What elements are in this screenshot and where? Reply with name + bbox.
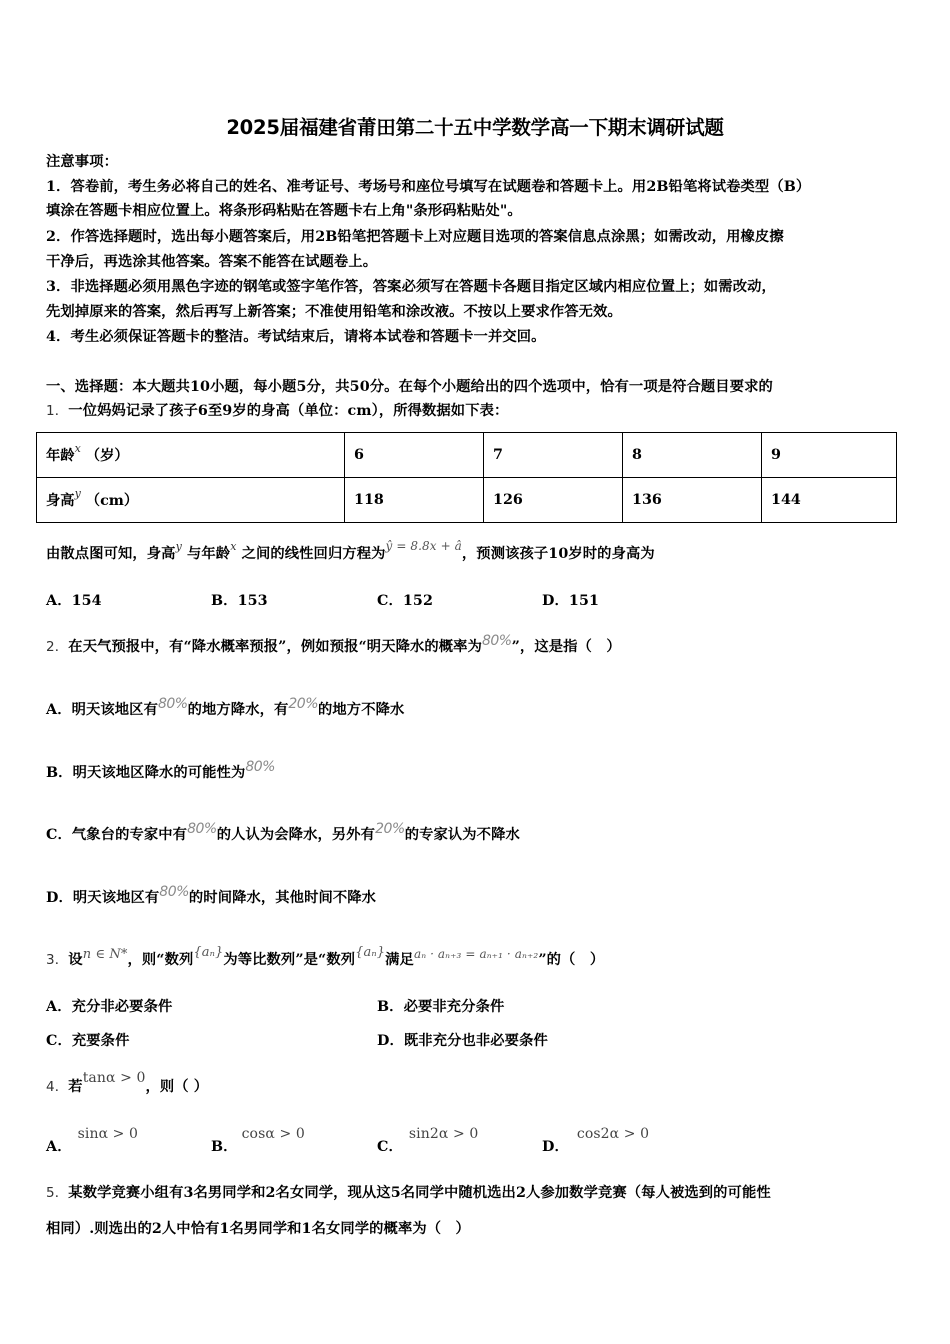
table-cell: 年龄$^x$ （岁） [37,433,345,478]
notice-line: 3．非选择题必须用黑色字迹的钢笔或签字笔作答，答案必须写在答题卡各题目指定区域内相应位置上；如需改动， [46,279,776,295]
option-c[interactable]: C．气象台的专家中有80%的人认为会降水，另外有20%的专家认为不降水 [46,821,520,843]
question-4-stem: 4．若tanα > 0，则（ ） [46,1070,209,1095]
notice-line: 干净后，再选涂其他答案。答案不能答在试题卷上。 [46,254,378,270]
notice-line: 4．考生必须保证答题卡的整洁。考试结束后，请将本试卷和答题卡一并交回。 [46,329,546,345]
notice-line: 先划掉原来的答案，然后再写上新答案；不准使用铅笔和涂改液。不按以上要求作答无效。 [46,304,622,320]
option-d[interactable]: D．既非充分也非必要条件 [377,1033,548,1049]
table-cell: 8 [623,433,762,478]
option-c[interactable]: C．152 [377,593,434,609]
option-c[interactable]: C．sin2α > 0 [377,1126,479,1155]
option-d[interactable]: D．151 [542,593,600,609]
table-row [37,478,897,523]
table-cell: 118 [345,478,484,523]
question-number: 1． [46,403,69,419]
notice-line: 填涂在答题卡相应位置上。将条形码粘贴在答题卡右上角"条形码粘贴处"。 [46,203,522,219]
table-cell: 126 [484,478,623,523]
question-3-stem: 3．设n ∈ N*，则“数列{aₙ}为等比数列”是“数列{aₙ}满足$^{a_n \cdot a_{n+3} = a_{n+1} \cdot a_{n+2}}$”的（ ） [46,945,605,968]
table-cell: 7 [484,433,623,478]
table-cell: 9 [762,433,897,478]
question-1-stem [46,401,508,421]
question-1-followup: 由散点图可知，身高$^y$ 与年龄$^x$ 之间的线性回归方程为$^{ŷ = 8.8x + â}$，预测该孩子10岁时的身高为 [46,539,655,562]
table-cell: 6 [345,433,484,478]
question-2-stem: 2．在天气预报中，有“降水概率预报”，例如预报“明天降水的概率为80%”，这是指（ ） [46,633,621,655]
option-d[interactable]: D．cos2α > 0 [542,1126,650,1155]
page-title: 2025届福建省莆田第二十五中学数学高一下期末调研试题 [226,116,724,139]
option-b[interactable]: B．必要非充分条件 [377,999,505,1015]
option-a[interactable]: A．154 [46,593,102,609]
option-a[interactable]: A．明天该地区有80%的地方降水，有20%的地方不降水 [46,696,405,718]
option-b[interactable]: B．明天该地区降水的可能性为80% [46,759,275,781]
section-heading: 一、选择题：本大题共10小题，每小题5分，共50分。在每个小题给出的四个选项中，恰有一项是符合题目要求的 [46,379,773,395]
question-text: 一位妈妈记录了孩子6至9岁的身高（单位：cm），所得数据如下表： [68,403,509,419]
option-d[interactable]: D．明天该地区有80%的时间降水，其他时间不降水 [46,884,377,906]
notice-line: 2．作答选择题时，选出每小题答案后，用2B铅笔把答题卡上对应题目选项的答案信息点涂黑；如需改动，用橡皮擦 [46,229,784,245]
option-b[interactable]: B．cosα > 0 [211,1126,305,1155]
regression-equation: ŷ = 8.8x + â [385,539,462,553]
table-cell: 144 [762,478,897,523]
option-b[interactable]: B．153 [211,593,268,609]
notice-heading: 注意事项： [46,154,118,170]
option-c[interactable]: C．充要条件 [46,1033,130,1049]
table-cell: 身高$^y$ （cm） [37,478,345,523]
question-5-line-2: 相同）.则选出的2人中恰有1名男同学和1名女同学的概率为（ ） [46,1221,470,1237]
sequence-relation: aₙ · aₙ₊₃ = aₙ₊₁ · aₙ₊₂ [413,947,539,961]
notice-line: 1．答卷前，考生务必将自己的姓名、准考证号、考场号和座位号填写在试题卷和答题卡上。用2B铅笔将试卷类型（B） [46,179,811,195]
option-a[interactable]: A．sinα > 0 [46,1126,139,1155]
question-5-line-1: 5．某数学竞赛小组有3名男同学和2名女同学，现从这5名同学中随机选出2人参加数学竞赛（每人被选到的可能性 [46,1185,771,1201]
option-a[interactable]: A．充分非必要条件 [46,999,173,1015]
height-data-table [36,432,897,523]
table-cell: 136 [623,478,762,523]
table-row [37,433,897,478]
